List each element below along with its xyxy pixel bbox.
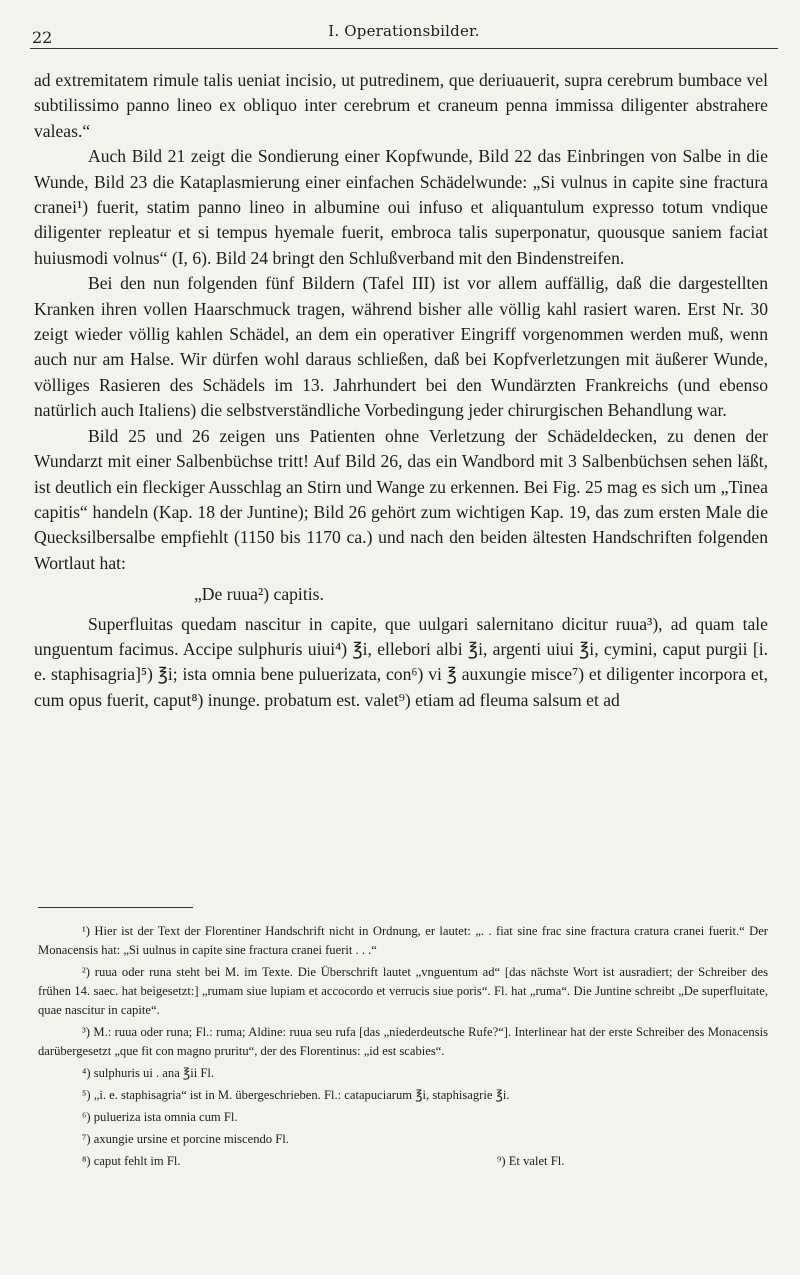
page-header — [30, 18, 778, 49]
footnote-2: ²) ruua oder runa steht bei M. im Texte. Die Überschrift lautet „vnguentum ad“ [das nächste Wort ist ausradiert; der Schreiber des frühen 14. saec. hat beigesetzt:] „rumam siue lupiam et accocordo et verrucis siue poris“. Fl. hat „ruma“. Die Juntine schreibt „De superfluitate, quae nascitur in capite“. — [38, 965, 768, 1017]
footnote-6: ⁶) pulueriza ista omnia cum Fl. — [82, 1110, 238, 1124]
paragraph-1: ad extremitatem rimule talis ueniat incisio, ut putredinem, que deriuauerit, supra cerebrum bumbace vel subtilissimo panno lineo ex obliquo inter cerebrum et craneum penna immissa diligenter abstrahere valeas.“ — [34, 70, 768, 141]
page-number: 22 — [32, 28, 53, 47]
footnote-1: ¹) Hier ist der Text der Florentiner Handschrift nicht in Ordnung, er lautet: „. . fiat sine frac sine fractura cratura cranei fuerit.“ Der Monacensis hat: „Si uulnus in capite sine fractura cranei fuerit . . .“ — [38, 924, 768, 957]
paragraph-2: Auch Bild 21 zeigt die Sondierung einer Kopfwunde, Bild 22 das Einbringen von Salbe in die Wunde, Bild 23 die Kataplasmierung einer einfachen Schädelwunde: „Si vulnus in capite sine fractura cranei¹) fuerit, statim panno lineo in albumine oui infuso et aliquantulum expresso totum vndique diligenter repleatur et si tempus hyemale fuerit, embroca talis superponatur, quousque saniem faciat huiusmodi volnus“ (I, 6). Bild 24 bringt den Schlußverband mit den Bindenstreifen. — [34, 146, 768, 268]
paragraph-5: Superfluitas quedam nascitur in capite, que uulgari salernitano dicitur ruua³), ad quam tale unguentum facimus. Accipe sulphuris uiui⁴) ℥i, ellebori albi ℥i, argenti uiui ℥i, cymini, caput purgii [i. e. staphisagria]⁵) ℥i; ista omnia bene puluerizata, con⁶) vi ℥ auxungie misce⁷) et diligenter incorpora et, cum opus fuerit, caput⁸) inunge. probatum est. valet⁹) etiam ad fleuma salsum et ad — [34, 613, 768, 710]
running-title: I. Operationsbilder. — [328, 22, 480, 40]
footnote-row-8-9 — [38, 1152, 768, 1171]
quotation-heading: „De ruua²) capitis. — [194, 584, 324, 605]
footnote-7: ⁷) axungie ursine et porcine miscendo Fl. — [82, 1132, 289, 1146]
footnotes — [38, 922, 768, 1174]
paragraph-3: Bei den nun folgenden fünf Bildern (Tafel III) ist vor allem auffällig, daß die dargestellten Kranken ihren vollen Haarschmuck tragen, während bisher alle völlig kahl rasiert waren. Erst Nr. 30 zeigt wieder völlig kahlen Schädel, an dem ein operativer Eingriff vorgenommen werden muß, wenn auch nur am Halse. Wir dürfen wohl daraus schließen, daß bei Kopfverletzungen mit äußerer Wunde, völliges Rasieren des Schädels im 13. Jahrhundert bei den Wundärzten Frankreichs (und ebenso natürlich auch Italiens) die selbstverständliche Vorbedingung jeder chirurgischen Behandlung war. — [34, 273, 768, 421]
main-text — [34, 68, 768, 713]
footnote-3: ³) M.: ruua oder runa; Fl.: ruma; Aldine: ruua seu rufa [das „niederdeutsche Rufe?“]. Interlinear hat der erste Schreiber des Monacensis darübergesetzt „que fit con magno pruritu“, der des Florentinus: „id est scabies“. — [38, 1025, 768, 1058]
paragraph-4: Bild 25 und 26 zeigen uns Patienten ohne Verletzung der Schädeldecken, zu denen der Wundarzt mit einer Salbenbüchse tritt! Auf Bild 26, das ein Wandbord mit 3 Salbenbüchsen sehen läßt, ist deutlich ein fleckiger Ausschlag an Stirn und Wange zu erkennen. Bei Fig. 25 mag es sich um „Tinea capitis“ handeln (Kap. 18 der Juntine); Bild 26 gehört zum wichtigen Kap. 19, das zum ersten Male die Quecksilbersalbe empfiehlt (1150 bis 1170 ca.) und nach den beiden ältesten Handschriften folgenden Wortlaut hat: — [34, 425, 768, 573]
footnote-9: ⁹) Et valet Fl. — [497, 1154, 565, 1168]
footnote-4: ⁴) sulphuris ui . ana ℥ii Fl. — [82, 1066, 215, 1080]
footnote-5: ⁵) „i. e. staphisagria“ ist in M. übergeschrieben. Fl.: catapuciarum ℥i, staphisagrie ℥i. — [82, 1088, 510, 1102]
footnote-8: ⁸) caput fehlt im Fl. — [82, 1154, 181, 1168]
footnote-rule — [38, 907, 193, 908]
